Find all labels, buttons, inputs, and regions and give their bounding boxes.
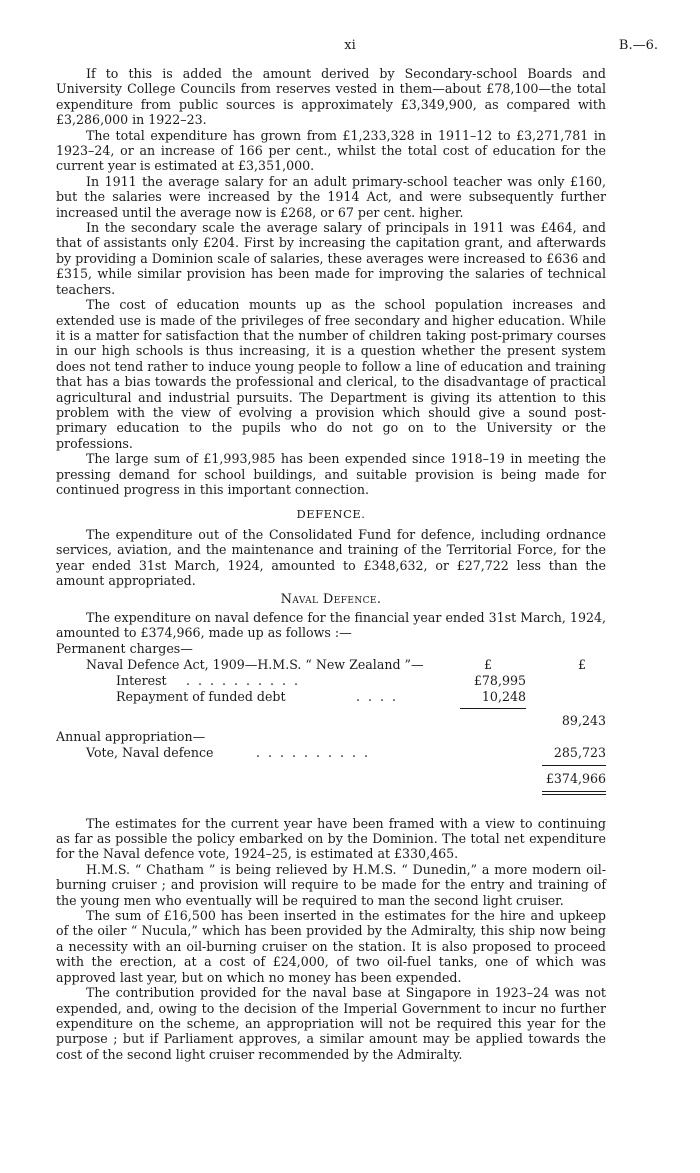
page-number: xi: [344, 38, 356, 53]
section-heading-naval-defence: Naval Defence.: [280, 592, 382, 608]
act-label: Naval Defence Act, 1909—H.M.S. “ New Zealand ”—: [86, 656, 424, 672]
interest-value: £78,995: [473, 672, 526, 688]
repayment-value: 10,248: [481, 688, 526, 704]
paragraph: The large sum of £1,993,985 has been expended since 1918–19 in meeting the pressing demand for school buildings, and suitable provision is being made for continued progress in this important connection.: [56, 451, 606, 497]
section-heading-defence: DEFENCE.: [296, 507, 366, 522]
interest-label: Interest: [116, 672, 167, 688]
paragraph: The expenditure on naval defence for the financial year ended 31st March, 1924, amounted to £374,966, made up as follows :—: [56, 609, 606, 641]
vote-label: Vote, Naval defence: [86, 744, 214, 760]
leader-dots: . . . . . . . . . .: [186, 672, 301, 688]
document-reference: B.—6.: [618, 38, 658, 53]
naval-expenditure-table: [56, 641, 606, 816]
annual-appropriation-label: Annual appropriation—: [56, 728, 206, 744]
paragraph: The contribution provided for the naval base at Singapore in 1923–24 was not expended, and, owing to the decision of the Imperial Government to incur no further expenditure on the scheme, an appropriation will not be required this year for the purpose ; but if Parliament approves, a similar amount may be applied towards the cost of the second light cruiser recommended by the Admiralty.: [56, 985, 606, 1062]
vote-value: 285,723: [553, 744, 606, 760]
currency-column-2: £: [578, 656, 587, 672]
paragraph: If to this is added the amount derived by Secondary-school Boards and University College Councils from reserves vested in them—about £78,100—the total expenditure from public sources is approximately £3,349,900, as compared with £3,286,000 in 1922–23.: [56, 66, 606, 128]
repayment-label: Repayment of funded debt: [116, 688, 286, 704]
paragraph: H.M.S. “ Chatham ” is being relieved by H.M.S. “ Dunedin,” a more modern oil-burning cruiser ; and provision will require to be made for the entry and training of the young men who eventually will be required to man the second light cruiser.: [56, 861, 606, 908]
text-column: [56, 66, 606, 1062]
permanent-total: 89,243: [561, 712, 606, 728]
grand-total: £374,966: [545, 770, 606, 786]
leader-dots: . . . .: [356, 688, 399, 704]
permanent-charges-label: Permanent charges—: [56, 640, 193, 656]
paragraph: The sum of £16,500 has been inserted in the estimates for the hire and upkeep of the oiler “ Nucula,” which has been provided by the Admiralty, this ship now being a necessity with an oil-burning cruiser on the station. It is also proposed to proceed with the erection, at a cost of £24,000, of two oil-fuel tanks, one of which was approved last year, but on which no money has been expended.: [56, 908, 606, 985]
paragraph: The total expenditure has grown from £1,233,328 in 1911–12 to £3,271,781 in 1923–24, or an increase of 166 per cent., whilst the total cost of education for the current year is estimated at £3,351,000.: [56, 127, 606, 174]
total-rule: [542, 765, 606, 766]
paragraph: In 1911 the average salary for an adult primary-school teacher was only £160, but the salaries were increased by the 1914 Act, and were subsequently further increased until the average now is £268, or 67 per cent. higher.: [56, 173, 606, 220]
double-rule-upper: [542, 791, 606, 792]
currency-column-1: £: [484, 656, 493, 672]
paragraph: The cost of education mounts up as the school population increases and extended use is made of the privileges of free secondary and higher education. While it is a matter for satisfaction that the number of children taking post-primary courses in our high schools is thus increasing, it is a question whether the present system does not tend rather to induce young people to follow a line of education and training that has a bias towards the professional and clerical, to the disadvantage of practical agricultural and industrial pursuits. The Department is giving its attention to this problem with the view of evolving a provision which should give a sound post-primary education to the pupils who do not go on to the University or the professions.: [56, 297, 606, 451]
paragraph: In the secondary scale the average salary of principals in 1911 was £464, and that of assistants only £204. First by increasing the capitation grant, and afterwards by providing a Dominion scale of salaries, these averages were increased to £636 and £315, while similar provision has been made for improving the salaries of technical teachers.: [56, 220, 606, 297]
double-rule-lower: [542, 794, 606, 795]
paragraph: The expenditure out of the Consolidated Fund for defence, including ordnance services, aviation, and the maintenance and training of the Territorial Force, for the year ended 31st March, 1924, amounted to £348,632, or £27,722 less than the amount appropriated.: [56, 526, 606, 588]
paragraph: The estimates for the current year have been framed with a view to continuing as far as possible the policy embarked on by the Dominion. The total net expenditure for the Naval defence vote, 1924–25, is estimated at £330,465.: [56, 815, 606, 862]
subtotal-rule: [460, 708, 526, 709]
leader-dots: . . . . . . . . . .: [256, 744, 371, 760]
